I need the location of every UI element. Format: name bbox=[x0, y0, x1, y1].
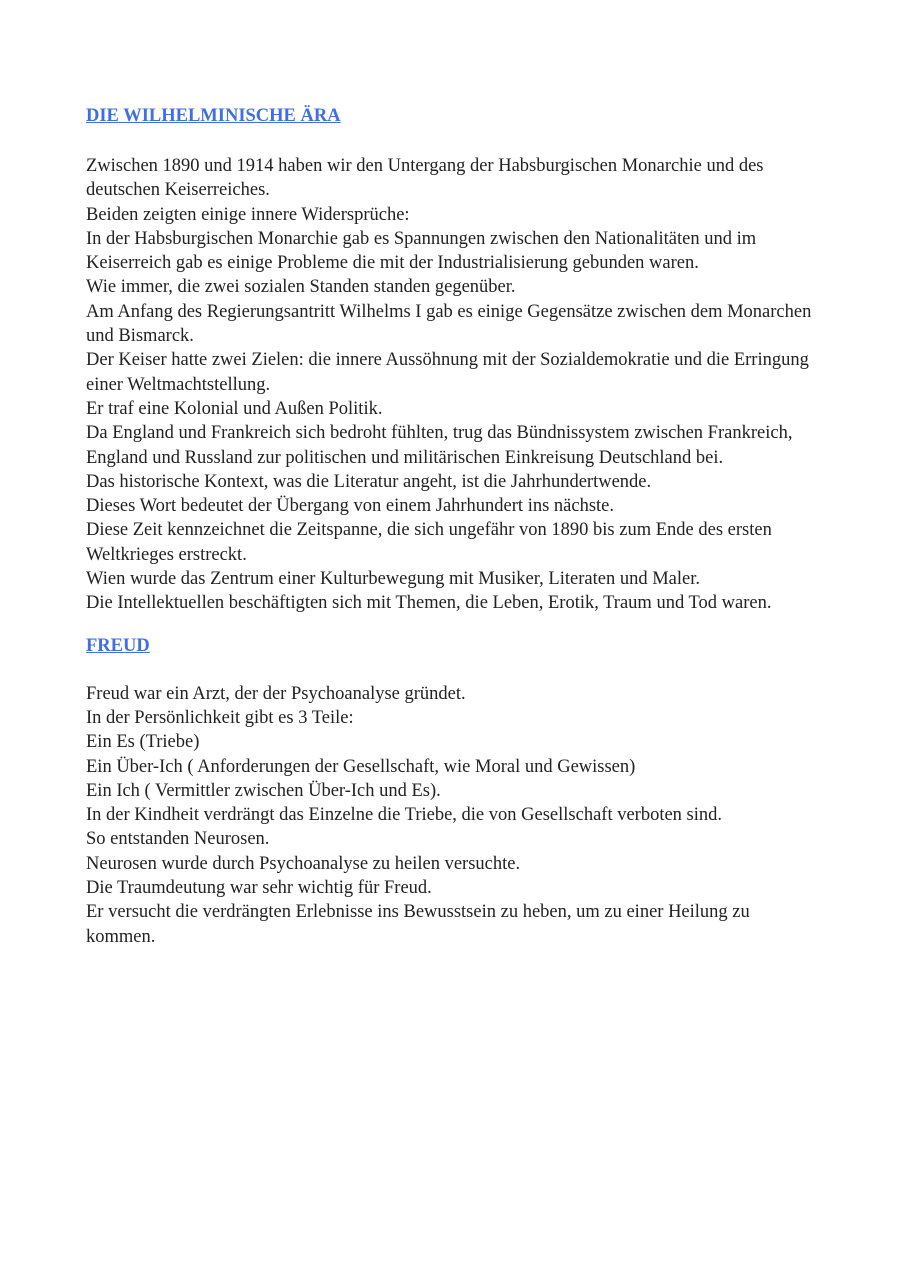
paragraph-line: Wie immer, die zwei sozialen Standen standen gegenüber. bbox=[86, 277, 516, 298]
paragraph-line: Die Intellektuellen beschäftigten sich mit Themen, die Leben, Erotik, Traum und Tod waren. bbox=[86, 593, 772, 614]
paragraph-line: Ein Es (Triebe) bbox=[86, 732, 200, 753]
paragraph-line: Da England und Frankreich sich bedroht fühlten, trug das Bündnissystem zwischen Frankreich, England und Russland zur politischen und militärischen Einkreisung Deutschland bei. bbox=[86, 423, 793, 468]
paragraph-line: Wien wurde das Zentrum einer Kulturbewegung mit Musiker, Literaten und Maler. bbox=[86, 569, 700, 590]
document-page bbox=[86, 104, 816, 949]
section-heading-freud[interactable]: FREUD bbox=[86, 635, 150, 656]
paragraph-line: Die Traumdeutung war sehr wichtig für Freud. bbox=[86, 878, 432, 899]
paragraph-line: Diese Zeit kennzeichnet die Zeitspanne, die sich ungefähr von 1890 bis zum Ende des ersten Weltkrieges erstreckt. bbox=[86, 520, 772, 565]
section-body-freud bbox=[86, 682, 816, 949]
paragraph-line: In der Kindheit verdrängt das Einzelne die Triebe, die von Gesellschaft verboten sind. bbox=[86, 805, 723, 826]
paragraph-line: In der Persönlichkeit gibt es 3 Teile: bbox=[86, 707, 354, 728]
paragraph-line: Der Keiser hatte zwei Zielen: die innere Aussöhnung mit der Sozialdemokratie und die Erringung einer Weltmachtstellung. bbox=[86, 350, 809, 395]
paragraph-line: Er traf eine Kolonial und Außen Politik. bbox=[86, 398, 383, 419]
paragraph-line: Ein Über-Ich ( Anforderungen der Gesellschaft, wie Moral und Gewissen) bbox=[86, 756, 636, 777]
paragraph-line: Am Anfang des Regierungsantritt Wilhelms I gab es einige Gegensätze zwischen dem Monarchen und Bismarck. bbox=[86, 301, 812, 347]
paragraph-line: Das historische Kontext, was die Literatur angeht, ist die Jahrhundertwende. bbox=[86, 471, 652, 492]
paragraph-line: So entstanden Neurosen. bbox=[86, 829, 270, 850]
paragraph-line: Neurosen wurde durch Psychoanalyse zu heilen versuchte. bbox=[86, 853, 521, 874]
paragraph-line: Er versucht die verdrängten Erlebnisse ins Bewusstsein zu heben, um zu einer Heilung zu kommen. bbox=[86, 902, 750, 947]
paragraph-line: In der Habsburgischen Monarchie gab es Spannungen zwischen den Nationalitäten und im Keiserreich gab es einige Probleme die mit der Industrialisierung gebunden waren. bbox=[86, 228, 757, 274]
paragraph-line: Beiden zeigten einige innere Widersprüche: bbox=[86, 204, 410, 225]
paragraph-line: Dieses Wort bedeutet der Übergang von einem Jahrhundert ins nächste. bbox=[86, 496, 615, 517]
section-heading-wilhelminische-aera[interactable]: DIE WILHELMINISCHE ÄRA bbox=[86, 106, 341, 126]
paragraph-line: Freud war ein Arzt, der der Psychoanalyse gründet. bbox=[86, 683, 466, 704]
section-body-wilhelminische-aera bbox=[86, 154, 816, 616]
paragraph-line: Ein Ich ( Vermittler zwischen Über-Ich und Es). bbox=[86, 780, 441, 801]
paragraph-line: Zwischen 1890 und 1914 haben wir den Untergang der Habsburgischen Monarchie und des deutschen Keiserreiches. bbox=[86, 156, 764, 201]
